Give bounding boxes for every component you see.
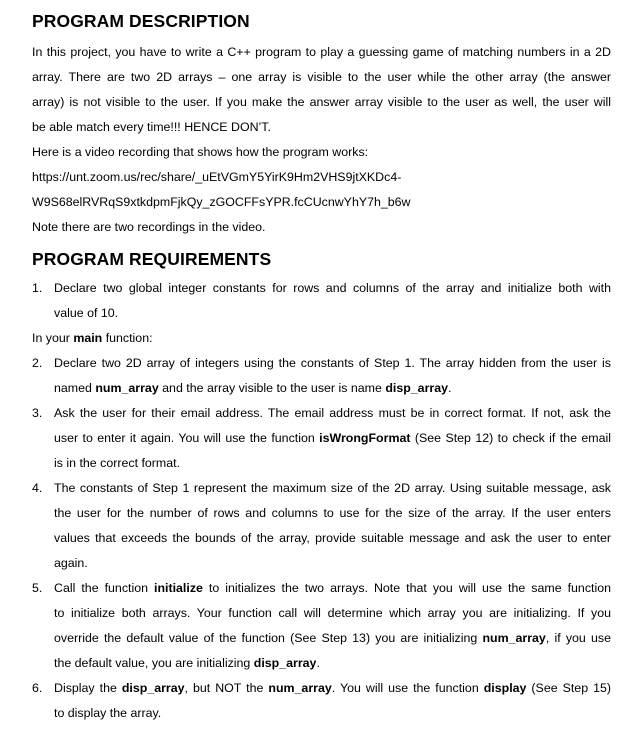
step-3-line-1: Ask the user for their email address. The email address must be in correct format. If not, ask the	[54, 406, 611, 420]
description-line: be able match every time!!! HENCE DON’T.	[32, 120, 271, 134]
list-item-step-3	[32, 401, 611, 476]
description-paragraph	[32, 40, 611, 140]
video-url-line-2[interactable]: W9S68elRVRqS9xtkdpmFjkQy_zGOCFFsYPR.fcCUcnwYhY7h_b6w	[32, 195, 411, 209]
description-line: array. There are two 2D arrays – one array is visible to the user while the other array (the answer	[32, 70, 611, 84]
step-number: 5.	[32, 581, 43, 595]
step-number: 6.	[32, 681, 43, 695]
list-item-step-4	[32, 476, 611, 576]
step-number: 1.	[32, 281, 43, 295]
step-3-line-3: is in the correct format.	[54, 456, 181, 470]
step-2-line-2: named num_array and the array visible to the user is name disp_array.	[54, 381, 452, 395]
step-2-line-1: Declare two 2D array of integers using the constants of Step 1. The array hidden from the user is	[54, 356, 611, 370]
step-4-line-1: The constants of Step 1 represent the maximum size of the 2D array. Using suitable message, ask	[54, 481, 611, 495]
main-function-intro: In your main function:	[32, 331, 153, 345]
step-5-line-2: to initialize both arrays. Your function call will determine which array you are initializing. If you	[54, 606, 611, 620]
video-intro: Here is a video recording that shows how the program works:	[32, 145, 369, 159]
step-6-line-1: Display the disp_array, but NOT the num_array. You will use the function display (See Step 15)	[54, 681, 611, 695]
heading-program-description: PROGRAM DESCRIPTION	[32, 11, 250, 31]
step-5-line-3: override the default value of the function (See Step 13) you are initializing num_array, if you use	[54, 631, 611, 645]
list-item-step-6	[32, 676, 611, 726]
recordings-note: Note there are two recordings in the video.	[32, 220, 266, 234]
description-line: In this project, you have to write a C++ program to play a guessing game of matching numbers in a 2D	[32, 45, 611, 59]
step-4-line-2: the user for the number of rows and columns to use for the size of the array. If the user enters	[54, 506, 611, 520]
main-keyword: main	[73, 331, 103, 345]
heading-program-requirements: PROGRAM REQUIREMENTS	[32, 249, 272, 269]
step-1-line-1: Declare two global integer constants for rows and columns of the array and initialize both with	[54, 281, 611, 295]
description-line: array) is not visible to the user. If you make the answer array visible to the user as well, the user will	[32, 95, 611, 109]
step-3-line-2: user to enter it again. You will use the function isWrongFormat (See Step 12) to check if the email	[54, 431, 611, 445]
list-item-step-5	[32, 576, 611, 676]
step-number: 2.	[32, 356, 43, 370]
video-url-line-1[interactable]: https://unt.zoom.us/rec/share/_uEtVGmY5YirK9Hm2VHS9jtXKDc4-	[32, 170, 402, 184]
requirements-list	[32, 276, 611, 326]
step-number: 3.	[32, 406, 43, 420]
step-6-line-2: to display the array.	[54, 706, 162, 720]
step-5-line-1: Call the function initialize to initializes the two arrays. Note that you will use the same function	[54, 581, 611, 595]
requirements-list-continued	[32, 351, 611, 726]
step-number: 4.	[32, 481, 43, 495]
step-5-line-4: the default value, you are initializing disp_array.	[54, 656, 320, 670]
step-4-line-4: again.	[54, 556, 88, 570]
list-item-step-1	[32, 276, 611, 326]
list-item-step-2	[32, 351, 611, 401]
step-4-line-3: values that exceeds the bounds of the array, provide suitable message and ask the user to enter	[54, 531, 611, 545]
step-1-line-2: value of 10.	[54, 306, 119, 320]
